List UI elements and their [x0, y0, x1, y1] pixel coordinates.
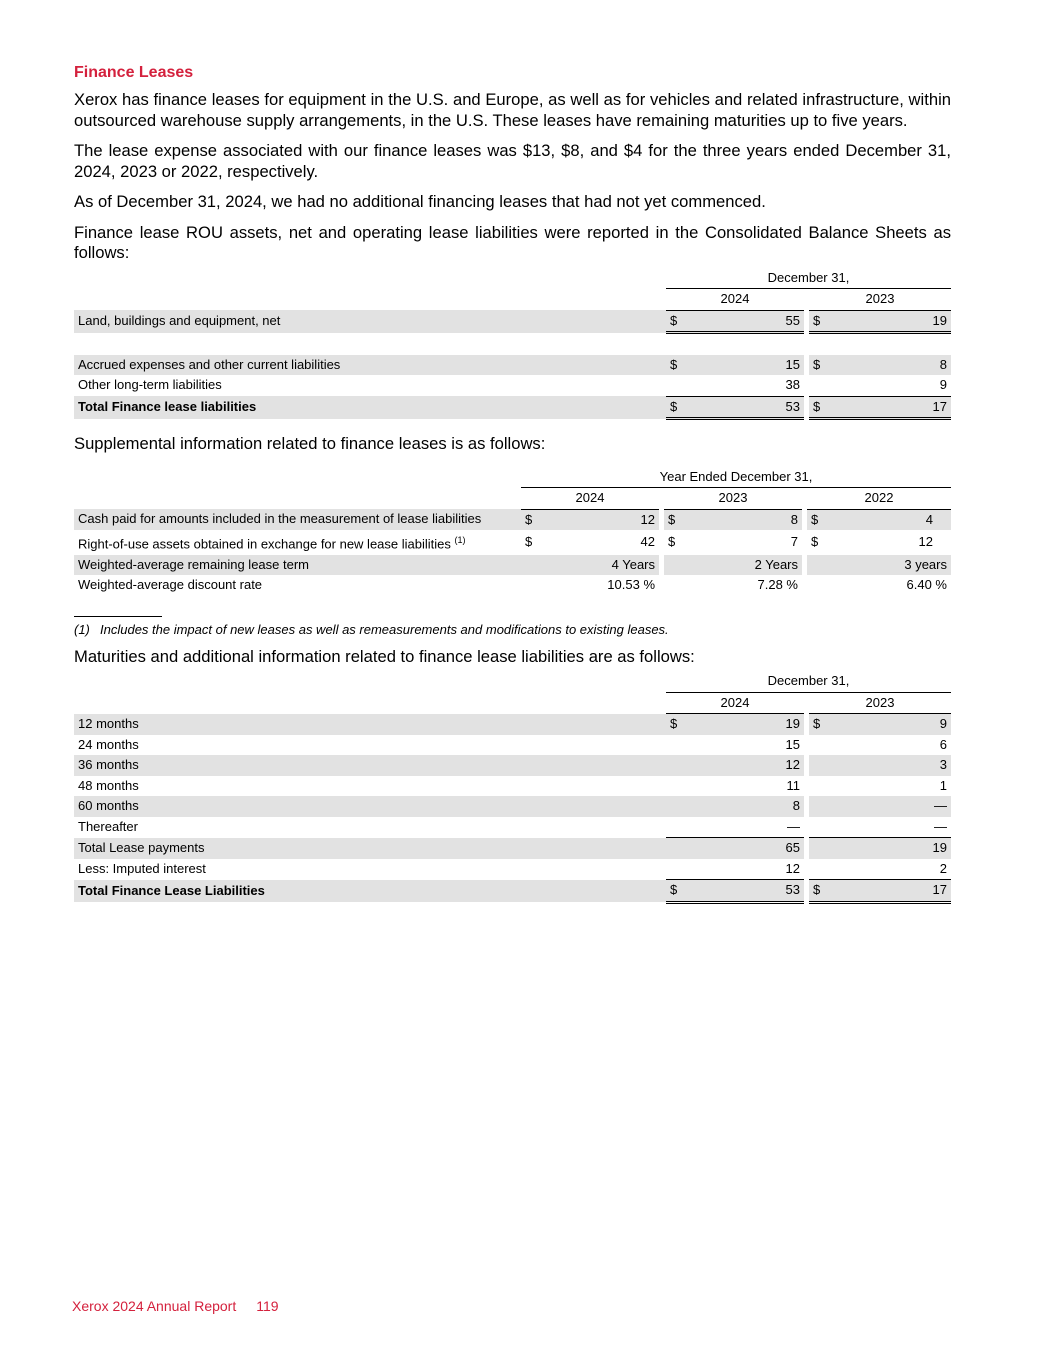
- table-row: Cash paid for amounts included in the measurement of lease liabilities $ 12 $ 8 $ 4: [74, 509, 951, 530]
- footnote-divider: [74, 616, 162, 617]
- section-title: Finance Leases: [74, 64, 194, 81]
- table-row: Thereafter — —: [74, 817, 951, 838]
- paragraph-intro: Xerox has finance leases for equipment in the U.S. and Europe, as well as for vehicles and related infrastructure, within outsourced warehouse supply arrangements, in the U.S. These leases have remaining maturities up to five years.: [74, 90, 951, 130]
- page-number: 119: [256, 1298, 279, 1314]
- table2-year-2024: 2024: [521, 488, 659, 510]
- table1-year-2024: 2024: [666, 289, 804, 311]
- table-row-total: Total Finance lease liabilities $ 53 $ 17: [74, 396, 951, 419]
- table-row: 36 months 12 3: [74, 755, 951, 776]
- table-row: 24 months 15 6: [74, 735, 951, 756]
- table-row: 60 months 8 —: [74, 796, 951, 817]
- table3-year-2023: 2023: [809, 692, 951, 714]
- paragraph-commenced: As of December 31, 2024, we had no additional financing leases that had not yet commenced.: [74, 192, 766, 211]
- table1-year-2023: 2023: [809, 289, 951, 311]
- paragraph-supplemental: Supplemental information related to finance leases is as follows:: [74, 434, 546, 453]
- table2-year-2022: 2022: [807, 488, 951, 510]
- maturities-table: [74, 671, 951, 904]
- table-row: Other long-term liabilities 38 9: [74, 375, 951, 396]
- table-row: Accrued expenses and other current liabilities $ 15 $ 8: [74, 355, 951, 376]
- table-row-total: Total Finance Lease Liabilities $ 53 $ 17: [74, 880, 951, 903]
- table-row: Right-of-use assets obtained in exchange for new lease liabilities $^{(1)}$ $ 42 $ 7 $ 12: [74, 530, 951, 555]
- table3-header: December 31,: [666, 671, 951, 692]
- paragraph-balance-sheet: Finance lease ROU assets, net and operating lease liabilities were reported in the Consolidated Balance Sheets as follows:: [74, 222, 951, 262]
- table2-year-2023: 2023: [664, 488, 802, 510]
- page-content: [74, 62, 951, 904]
- table-row: Weighted-average discount rate 10.53 % 7.28 % 6.40 %: [74, 575, 951, 596]
- supplemental-table: [74, 467, 951, 596]
- table-row: Less: Imputed interest 12 2: [74, 859, 951, 880]
- paragraph-lease-expense: The lease expense associated with our finance leases was $13, $8, and $4 for the three years ended December 31, 2024, 2023 or 2022, respectively.: [74, 141, 951, 181]
- footnote: (1) Includes the impact of new leases as well as remeasurements and modifications to existing leases.: [74, 621, 669, 637]
- paragraph-maturities: Maturities and additional information related to finance lease liabilities are as follows:: [74, 646, 695, 666]
- table-row: 12 months $ 19 $ 9: [74, 714, 951, 735]
- page-footer: [72, 1298, 279, 1314]
- table2-header: Year Ended December 31,: [521, 467, 951, 488]
- table-row: Total Lease payments 65 19: [74, 838, 951, 859]
- table-row: Weighted-average remaining lease term 4 Years 2 Years 3 years: [74, 555, 951, 576]
- report-name: Xerox 2024 Annual Report: [72, 1298, 237, 1314]
- table1-header: December 31,: [666, 268, 951, 289]
- table-row: Land, buildings and equipment, net $ 55 $ 19: [74, 310, 951, 333]
- table-row: 48 months 11 1: [74, 776, 951, 797]
- table3-year-2024: 2024: [666, 692, 804, 714]
- balance-sheet-table: [74, 268, 951, 421]
